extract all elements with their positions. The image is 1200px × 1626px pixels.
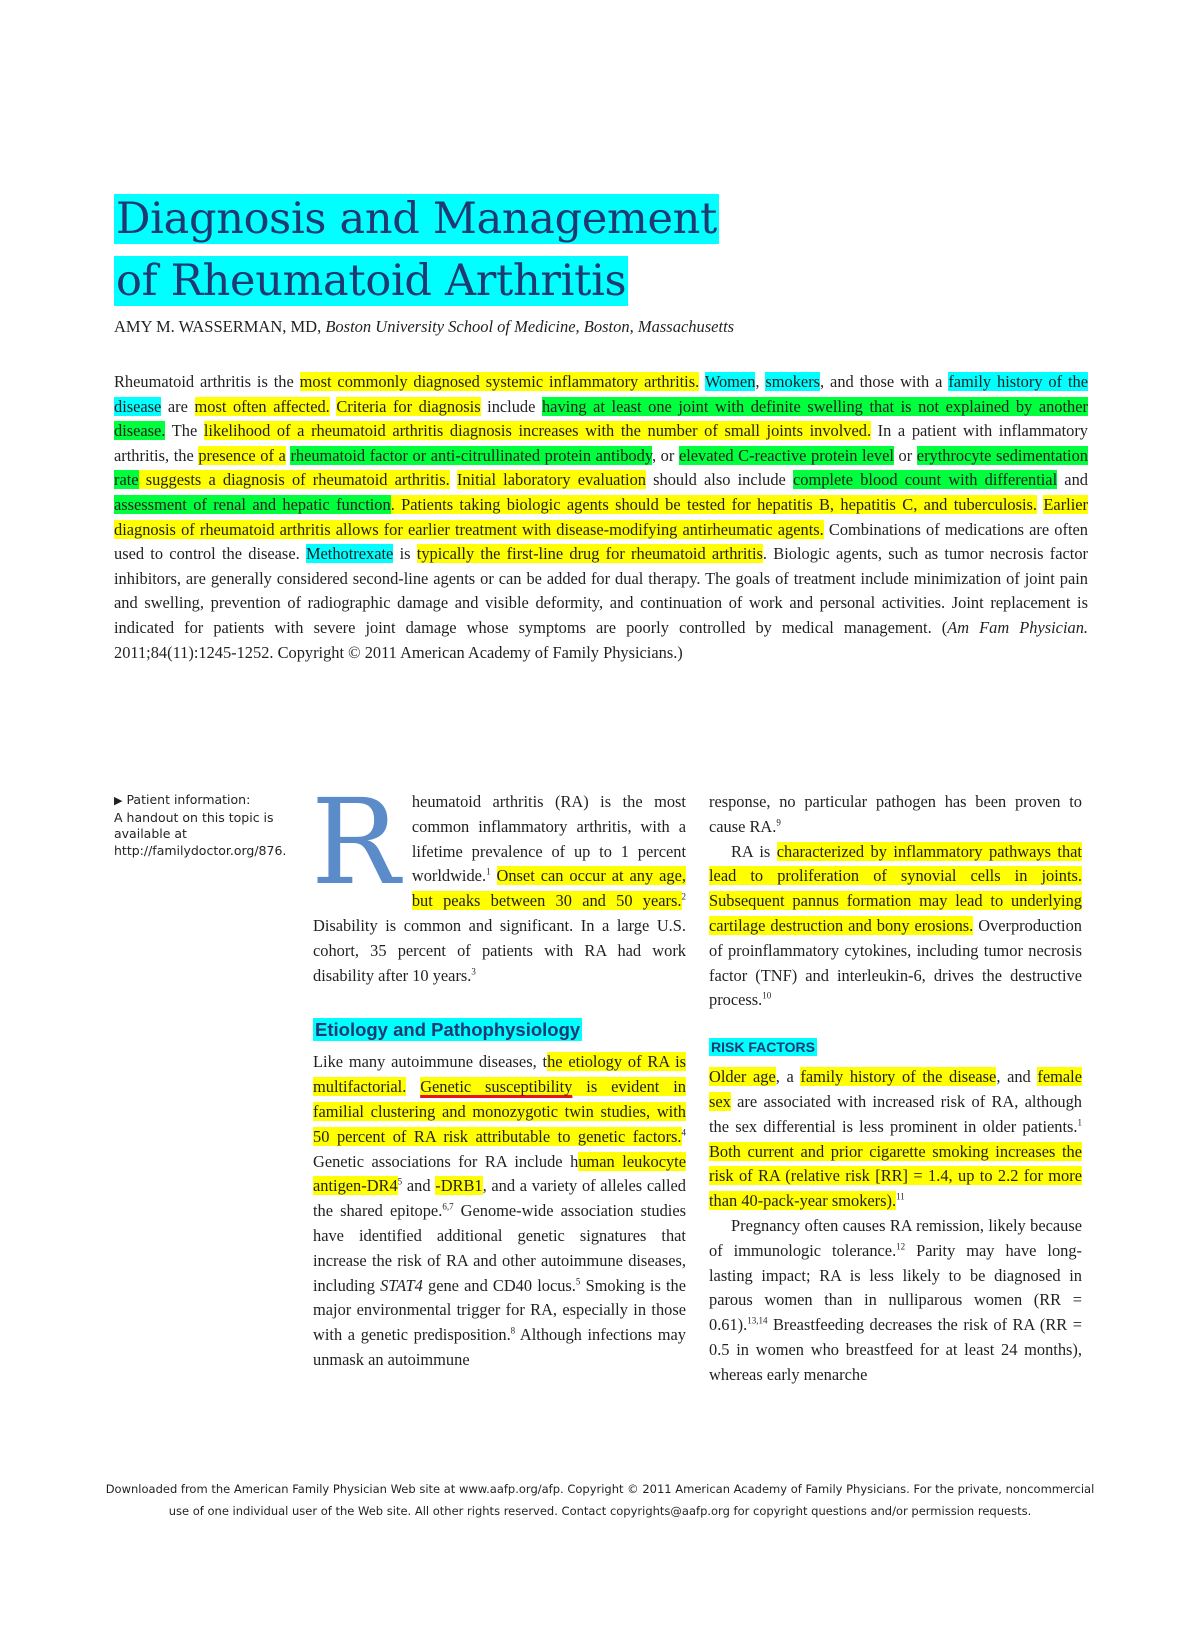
footer-line-2: use of one individual user of the Web site. All other rights reserved. Contact copyrights@aafp.org for copyright questions and/or permission requests. <box>168 1504 1032 1518</box>
sidenote-text: A handout on this topic is available at http://familydoctor.org/876. <box>114 809 287 858</box>
patient-info-sidenote <box>114 792 287 859</box>
drop-cap: R <box>311 773 400 911</box>
author-affiliation: Boston University School of Medicine, Boston, Massachusetts <box>325 317 735 336</box>
triangle-bullet-icon: ▶ <box>114 794 123 807</box>
footer-line-1: Downloaded from the American Family Physician Web site at www.aafp.org/afp. Copyright © 2011 American Academy of Family Physicians. For the private, noncommercial <box>105 1482 1095 1496</box>
section-heading-etiology: Etiology and Pathophysiology <box>315 1019 581 1041</box>
title-line-2: of Rheumatoid Arthritis <box>116 256 627 306</box>
pathophysiology-paragraph: RA is characterized by inflammatory pathways that lead to proliferation of synovial cells in joints. Subsequent pannus formation may lead to underlying cartilage destruction and bony erosions. Overproduction of proinflammatory cytokines, including tumor necrosis factor (TNF) and interleukin-6, drives the destructive process.$^{10}$ <box>709 841 1082 1010</box>
abstract: Rheumatoid arthritis is the most commonly diagnosed systemic inflammatory arthritis. Women, smokers, and those with a family history of the disease are most often affected. Criteria for diagnosis include having at least one joint with definite swelling that is not explained by another disease. The likelihood of a rheumatoid arthritis diagnosis increases with the number of small joints involved. In a patient with inflammatory arthritis, the presence of a rheumatoid factor or anti-citrullinated protein antibody, or elevated C-reactive protein level or erythrocyte sedimentation rate suggests a diagnosis of rheumatoid arthritis. Initial laboratory evaluation should also include complete blood count with differential and assessment of renal and hepatic function. Patients taking biologic agents should be tested for hepatitis B, hepatitis C, and tuberculosis. Earlier diagnosis of rheumatoid arthritis allows for earlier treatment with disease-modifying antirheumatic agents. Combinations of medications are often used to control the disease. Methotrexate is typically the first-line drug for rheumatoid arthritis. Biologic agents, such as tumor necrosis factor inhibitors, are generally considered second-line agents or can be added for dual therapy. The goals of treatment include minimization of joint pain and swelling, prevention of radiographic damage and visible deformity, and continuation of work and personal activities. Joint replacement is indicated for patients with severe joint damage whose symptoms are poorly controlled by medical management. (Am Fam Physician. 2011;84(11):1245-1252. Copyright © 2011 American Academy of Family Physicians.) <box>114 372 1089 662</box>
risk-factors-paragraph: Older age, a family history of the disease, and female sex are associated with increased risk of RA, although the sex differential is less prominent in older patients.$^1$ Both current and prior cigarette smoking increases the risk of RA (relative risk [RR] = 1.4, up to 2.2 for more than 40-pack-year smokers).$^{11}$ <box>709 1067 1083 1211</box>
title-line-1: Diagnosis and Management <box>116 194 718 244</box>
body-column-1 <box>311 773 687 1373</box>
author-name: AMY M. WASSERMAN, MD, <box>114 317 322 336</box>
sidenote-label: Patient information: <box>126 792 251 807</box>
copyright-footer <box>100 1478 1100 1522</box>
pregnancy-paragraph: Pregnancy often causes RA remission, likely because of immunologic tolerance.$^{12}$ Parity may have long-lasting impact; RA is less likely to be diagnosed in parous women than in nulliparous women (RR = 0.61).$^{13,14}$ Breastfeeding decreases the risk of RA (RR = 0.5 in women who breastfeed for at least 24 months), whereas early menarche <box>709 1215 1082 1384</box>
intro-paragraph: Rheumatoid arthritis (RA) is the most common inflammatory arthritis, with a lifetime prevalence of up to 1 percent worldwide.$^1$ Onset can occur at any age, but peaks between 30 and 50 years.$^2$ Disability is common and significant. In a large U.S. cohort, 35 percent of patients with RA had work disability after 10 years.$^3$ <box>311 773 686 985</box>
pathogen-paragraph: response, no particular pathogen has been proven to cause RA.$^9$ <box>709 792 1082 836</box>
body-column-2 <box>709 790 1082 1388</box>
etiology-paragraph: Like many autoimmune diseases, the etiology of RA is multifactorial. Genetic susceptibility is evident in familial clustering and monozygotic twin studies, with 50 percent of RA risk attributable to genetic factors.$^4$ Genetic associations for RA include human leukocyte antigen-$DR4^5$ and -DRB1, and a variety of alleles called the shared epitope.$^{6,7}$ Genome-wide association studies have identified additional genetic signatures that increase the risk of RA and other autoimmune diseases, including STAT4 gene and CD40 locus.$^5$ Smoking is the major environmental trigger for RA, especially in those with a genetic predisposition.$^8$ Although infections may unmask an autoimmune <box>313 1052 687 1369</box>
article-title <box>114 188 719 312</box>
subheading-risk-factors: RISK FACTORS <box>711 1039 815 1056</box>
byline <box>114 316 1094 338</box>
